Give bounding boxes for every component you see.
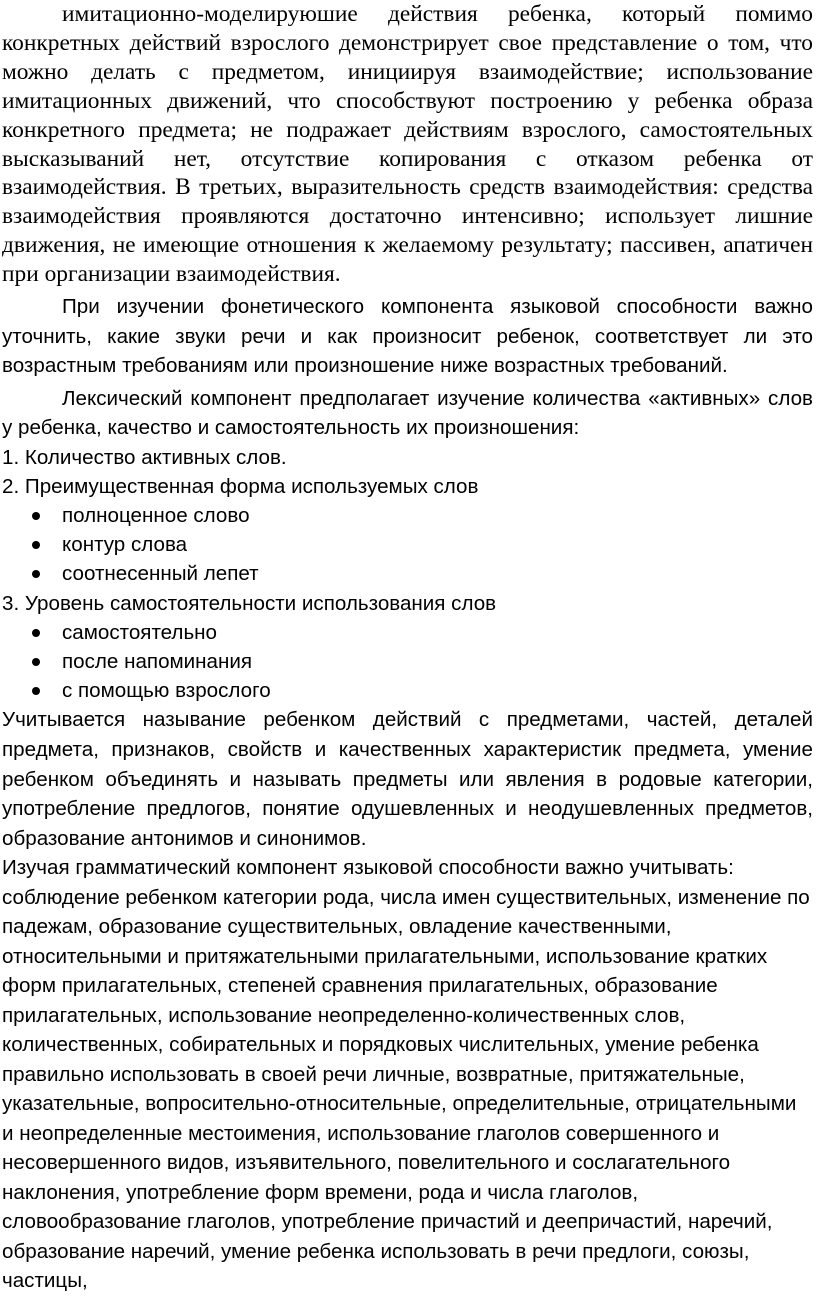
list-item-word-form: 2. Преимущественная форма используемых слов (2, 474, 479, 498)
paragraph-grammatical-component: Изучая грамматический компонент языковой способности важно учитывать: соблюдение ребенком категории рода, числа имен существительных, изменение по падежам, образование существительных, овладение качественными, относительными и притяжательными прилагательными, использование кратких форм прилагательных, степеней сравнения прилагательных, образование прилагательных, использование неопределенно-количественных слов, количественных, собирательных и порядковых числительных, умение ребенка правильно использовать в своей речи личные, возвратные, притяжательные, указательные, вопросительно-относительные, определительные, отрицательными и неопределенные местоимения, использование глаголов совершенного и несовершенного видов, изъявительного, повелительного и сослагательного наклонения, употребление форм времени, рода и числа глаголов, словообразование глаголов, употребление причастий и деепричастий, наречий, образование наречий, умение ребенка использовать в речи предлоги, союзы, частицы, (2, 856, 810, 1293)
paragraph-naming-actions: Учитывается называние ребенком действий с предметами, частей, деталей предмета, признаков, свойств и качественных характеристик предмета, умение ребенком объединять и называть предметы или явления в родовые категории, употребление предлогов, понятие одушевленных и неодушевленных предметов, образование антонимов и синонимов. (2, 708, 813, 850)
paragraph-phonetic-component: При изучении фонетического компонента языковой способности важно уточнить, какие звуки речи и как произносит ребенок, соответствует ли это возрастным требованиям или произношение ниже возрастных требований. (2, 295, 813, 378)
bullet-item: контур слова (2, 530, 813, 559)
list-item-active-words: 1. Количество активных слов. (2, 445, 287, 469)
bullet-item: соотнесенный лепет (2, 559, 813, 588)
bullet-item: полноценное слово (2, 501, 813, 530)
list-item-independence-level: 3. Уровень самостоятельности использования слов (2, 591, 497, 615)
bullet-item: самостоятельно (2, 618, 813, 647)
paragraph-imitation-actions: имитационно-моделируюшие действия ребенка, который помимо конкретных действий взрослого демонстрирует свое представление о том, что можно делать с предметом, инициируя взаимодействие; использование имитационных движений, что способствуют построению у ребенка образа конкретного предмета; не подражает действиям взрослого, самостоятельных высказываний нет, отсутствие копирования с отказом ребенка от взаимодействия. В третьих, выразительность средств взаимодействия: средства взаимодействия проявляются достаточно интенсивно; использует лишние движения, не имеющие отношения к желаемому результату; пассивен, апатичен при организации взаимодействия. (2, 1, 813, 288)
bullet-item: после напоминания (2, 647, 813, 676)
word-form-bullet-list (2, 501, 813, 589)
independence-bullet-list (2, 618, 813, 706)
bullet-item: с помощью взрослого (2, 676, 813, 705)
paragraph-lexical-component: Лексический компонент предполагает изучение количества «активных» слов у ребенка, качество и самостоятельность их произношения: (2, 386, 813, 440)
